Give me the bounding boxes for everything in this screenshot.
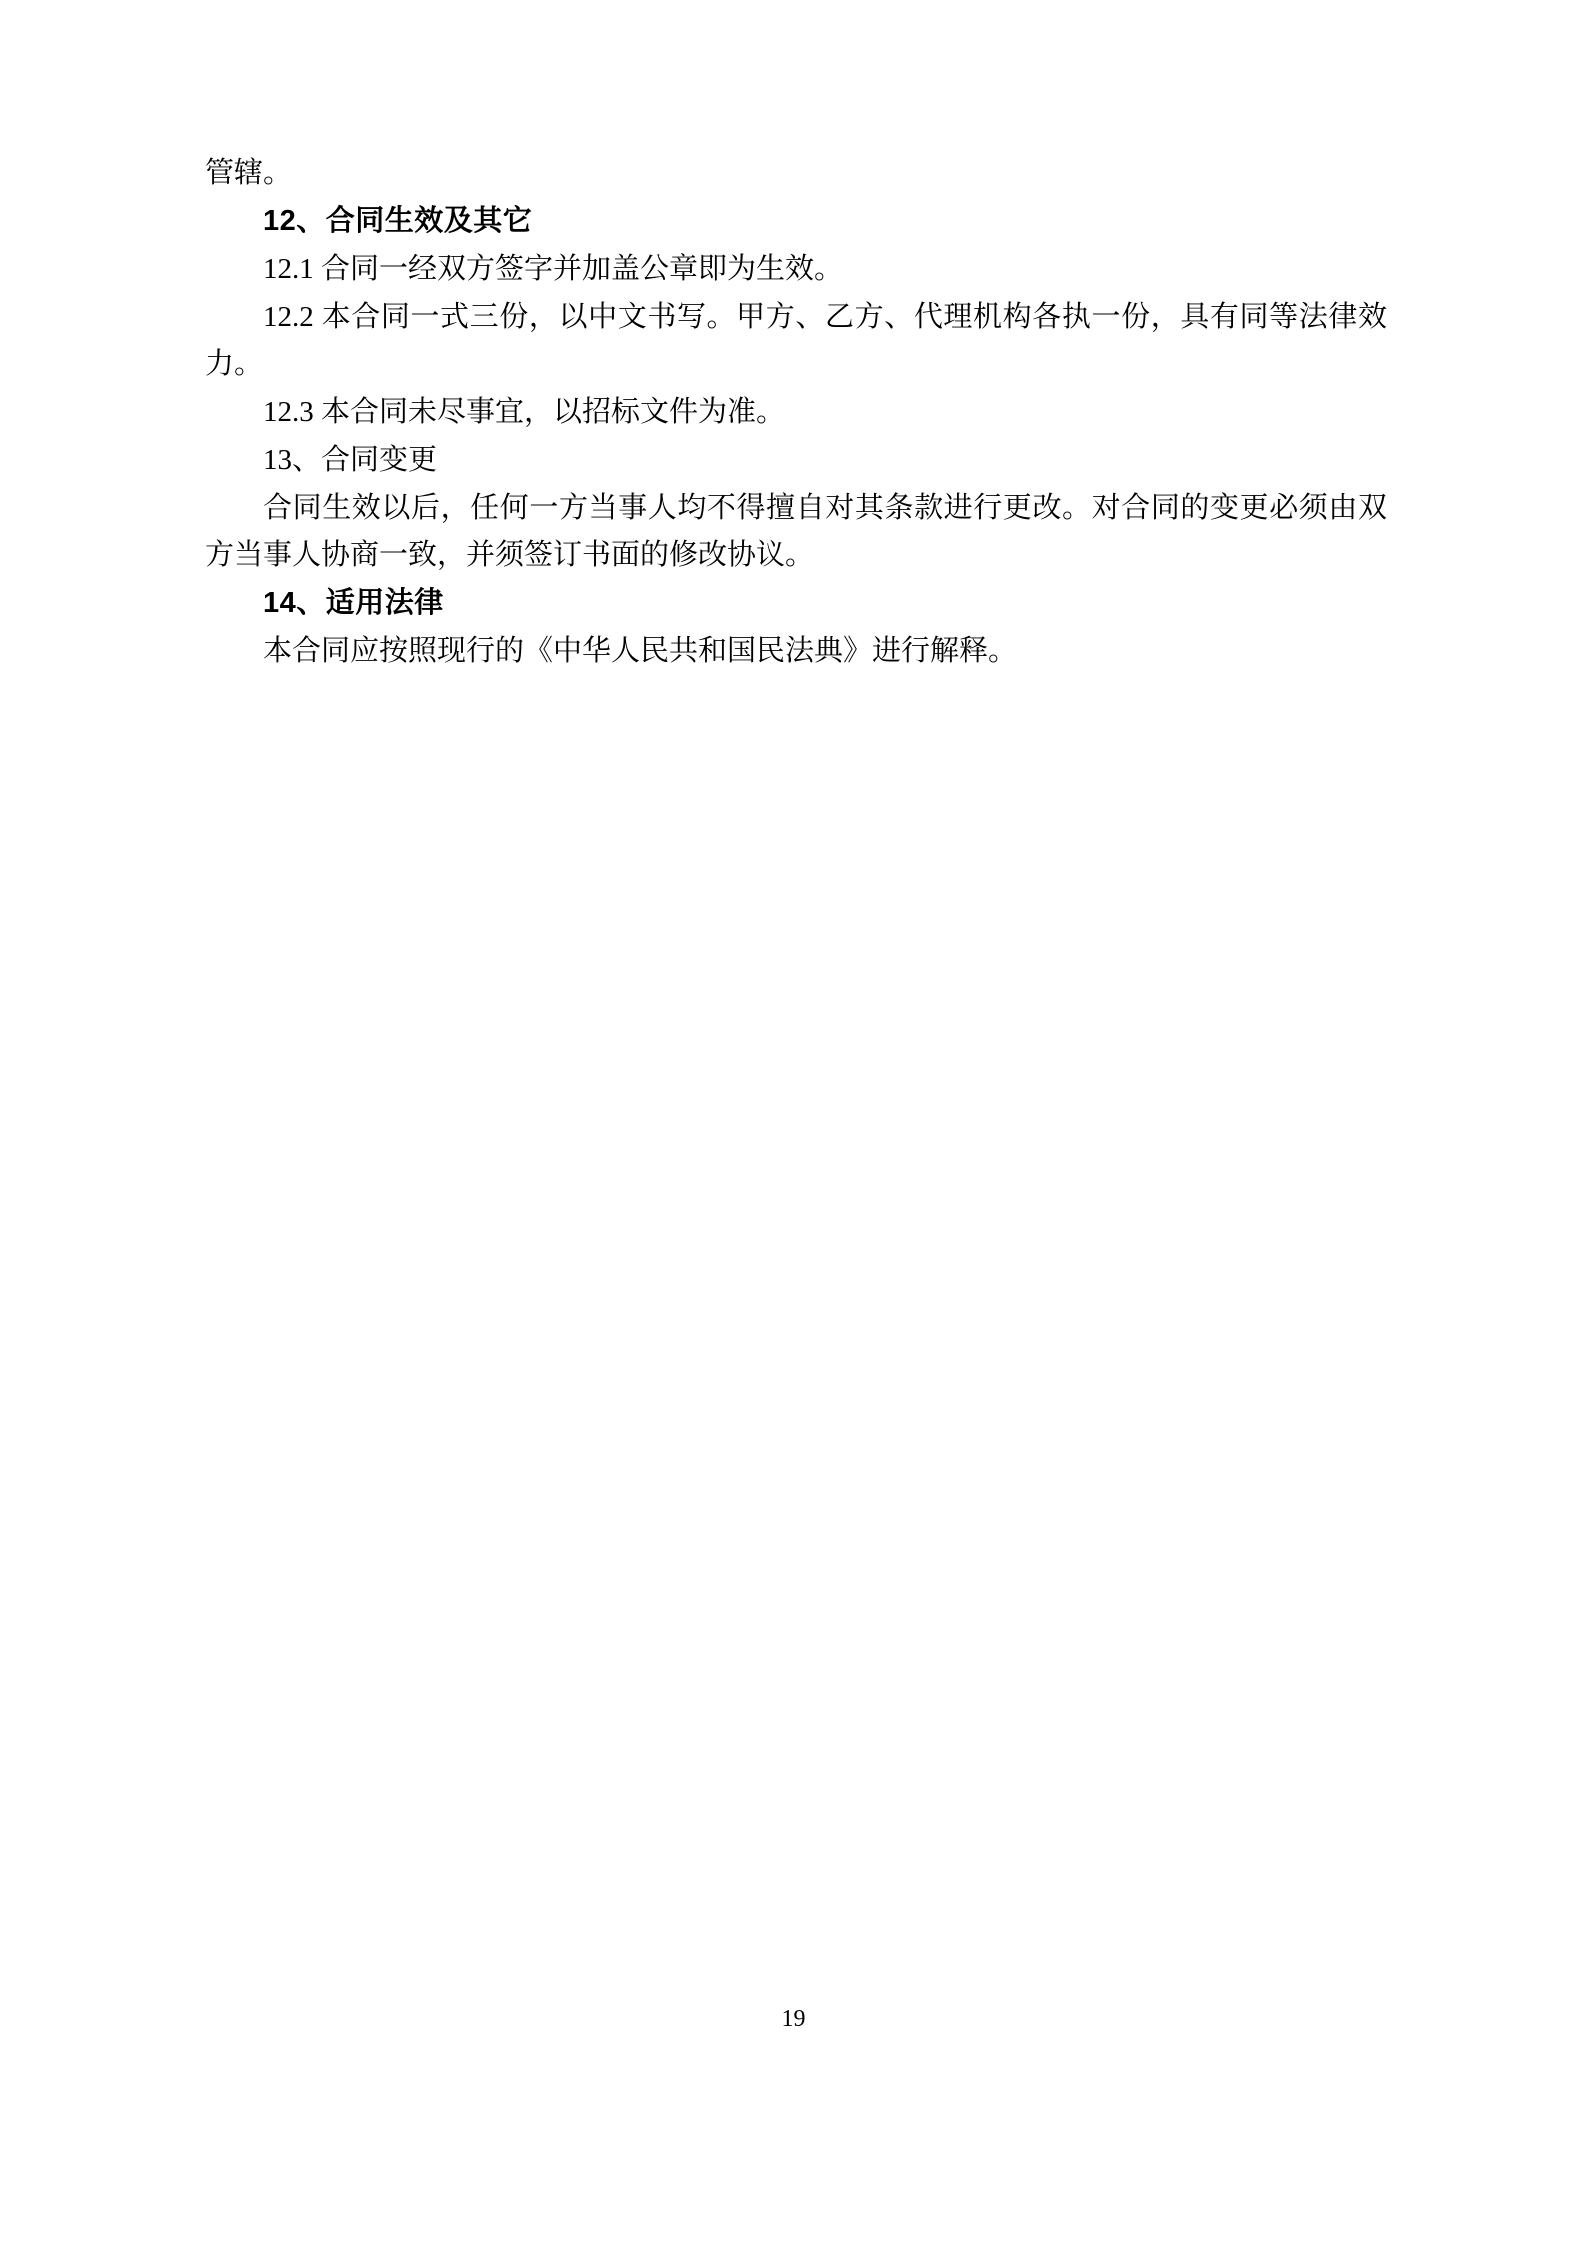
section-heading-12: 12、合同生效及其它 [263,204,533,237]
page-number: 19 [781,2006,806,2032]
section-heading-13: 13、合同变更 [263,443,438,476]
section-heading-14: 14、适用法律 [263,586,444,619]
document-body [205,150,1387,675]
clause-14-body: 本合同应按照现行的《中华人民共和国民法典》进行解释。 [263,634,1018,667]
clause-12-1: 12.1 合同一经双方签字并加盖公章即为生效。 [263,252,844,285]
clause-12-3: 12.3 本合同未尽事宜，以招标文件为准。 [263,395,786,428]
clause-13-body: 合同生效以后，任何一方当事人均不得擅自对其条款进行更改。对合同的变更必须由双方当事人协商一致，并须签订书面的修改协议。 [205,491,1387,571]
clause-12-2: 12.2 本合同一式三份，以中文书写。甲方、乙方、代理机构各执一份，具有同等法律效力。 [205,300,1387,380]
paragraph-continuation: 管辖。 [205,157,293,189]
